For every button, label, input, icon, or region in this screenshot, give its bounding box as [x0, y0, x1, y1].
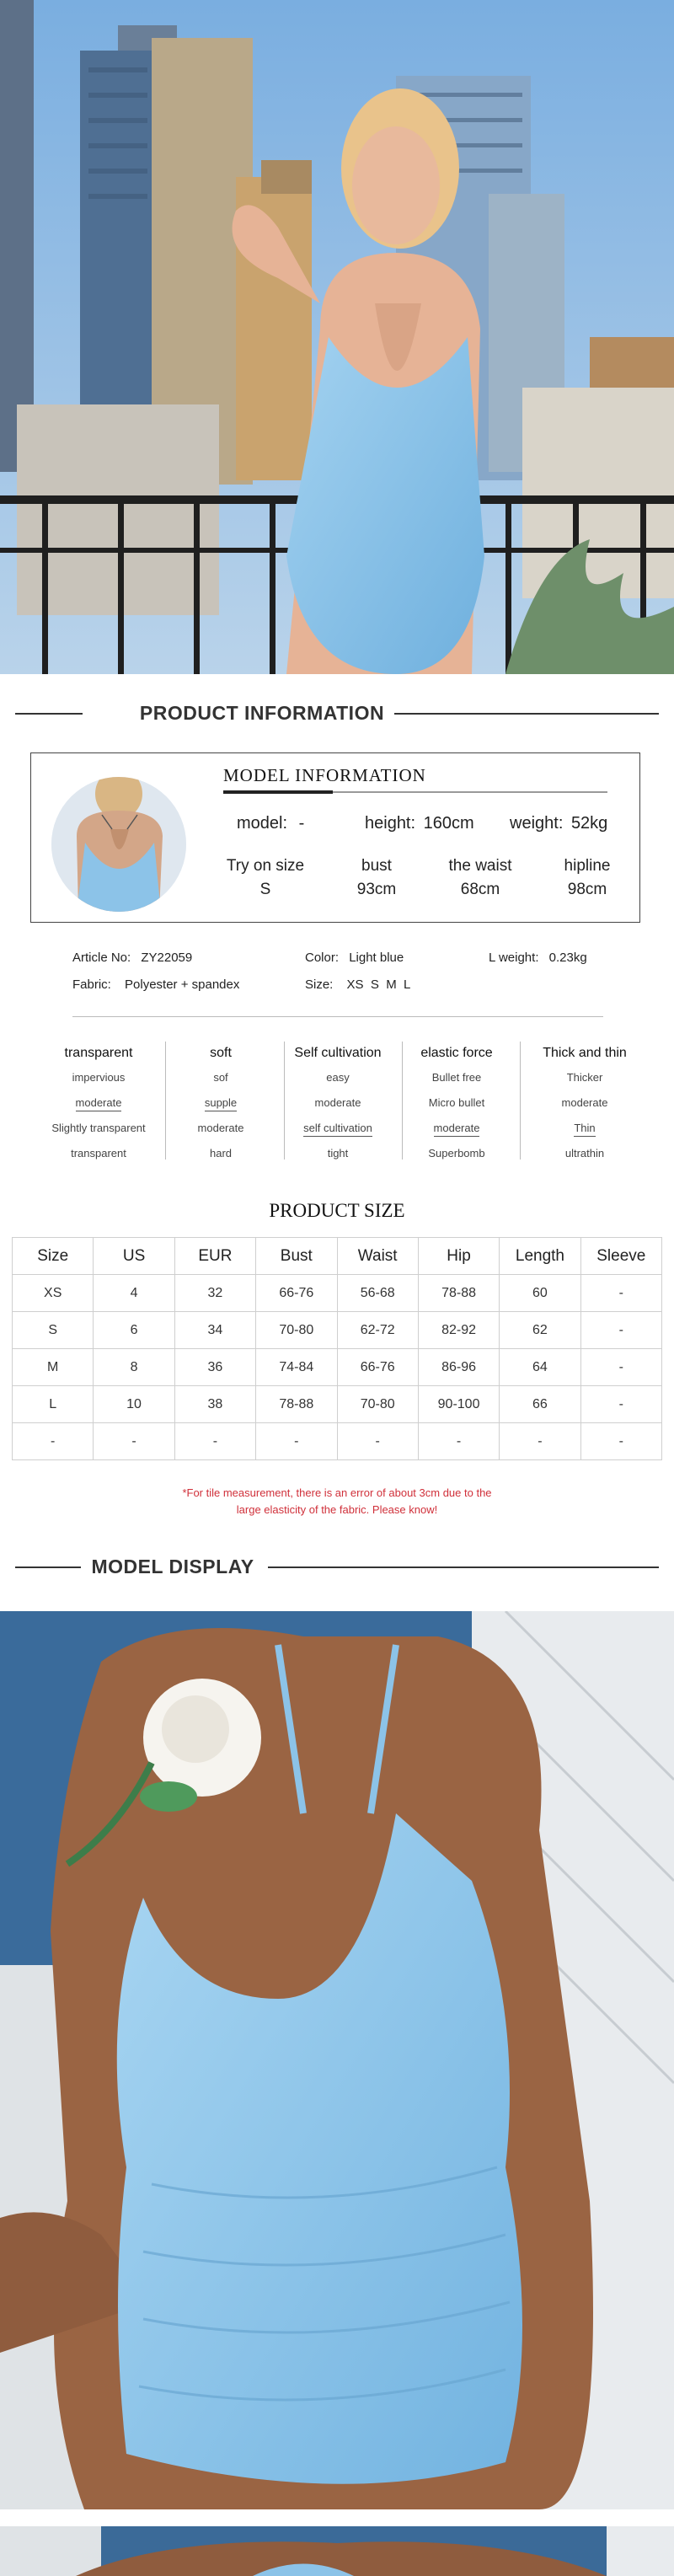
height-label: height:: [365, 814, 416, 833]
height-field: [365, 814, 474, 833]
table-cell: 66-76: [256, 1275, 337, 1312]
table-row: [13, 1423, 662, 1460]
color-label: Color:: [305, 951, 340, 965]
table-cell: 70-80: [256, 1312, 337, 1349]
table-cell: S: [13, 1312, 94, 1349]
heading-rule-left: [15, 713, 83, 715]
table-cell: 4: [94, 1275, 174, 1312]
col-header: EUR: [174, 1238, 255, 1275]
attr-value-text: Micro bullet: [428, 1096, 485, 1109]
article-value: ZY22059: [141, 951, 193, 965]
table-cell: -: [256, 1423, 337, 1460]
table-cell: 78-88: [418, 1275, 499, 1312]
attr-value: [530, 1065, 639, 1090]
attr-value-selected: [283, 1116, 393, 1141]
table-cell: -: [580, 1349, 661, 1386]
try-on-size-cell: [215, 854, 316, 902]
model-display-heading: [0, 1550, 674, 1583]
model-label: model:: [237, 814, 288, 833]
hipline-value: 98cm: [567, 881, 607, 898]
color-value: Light blue: [349, 951, 404, 965]
model-field: [237, 814, 304, 833]
weight-spec-value: 0.23kg: [548, 951, 587, 965]
attr-value-selected: [402, 1116, 511, 1141]
table-cell: 86-96: [418, 1349, 499, 1386]
weight-value: 52kg: [570, 814, 608, 833]
table-cell: 34: [174, 1312, 255, 1349]
hero-photo: [0, 0, 674, 674]
model-information-box: [30, 752, 640, 923]
model-value: -: [298, 814, 305, 833]
color-spec: [305, 951, 404, 965]
attr-value-text: Bullet free: [431, 1071, 482, 1084]
waist-label: the waist: [448, 857, 512, 875]
spec-divider: [72, 1016, 603, 1017]
table-cell: 74-84: [256, 1349, 337, 1386]
col-header: US: [94, 1238, 174, 1275]
attr-value-text: Superbomb: [428, 1147, 485, 1159]
article-number: [72, 951, 192, 965]
table-row: [13, 1275, 662, 1312]
col-header: Sleeve: [580, 1238, 661, 1275]
size-table: [12, 1237, 662, 1460]
size-value: XS S M L: [346, 977, 411, 992]
attr-value: [166, 1141, 275, 1166]
table-cell: -: [580, 1386, 661, 1423]
try-on-size-label: Try on size: [226, 857, 305, 875]
attr-value-selected: [44, 1090, 153, 1116]
attr-value-text: moderate: [314, 1096, 361, 1109]
col-header: Hip: [418, 1238, 499, 1275]
attr-col-soft: [166, 1042, 275, 1166]
table-cell: M: [13, 1349, 94, 1386]
attr-value-text: moderate: [197, 1122, 244, 1134]
attr-value-text: moderate: [434, 1122, 480, 1137]
attr-value-text: tight: [327, 1147, 349, 1159]
attr-value: [402, 1090, 511, 1116]
col-header: Bust: [256, 1238, 337, 1275]
col-header: Waist: [337, 1238, 418, 1275]
table-cell: L: [13, 1386, 94, 1423]
attr-value-text: easy: [326, 1071, 350, 1084]
table-row: [13, 1312, 662, 1349]
attr-value: [530, 1141, 639, 1166]
attr-value: [402, 1065, 511, 1090]
attr-value-text: hard: [209, 1147, 233, 1159]
attr-value: [166, 1065, 275, 1090]
table-cell: 36: [174, 1349, 255, 1386]
waist-cell: [425, 854, 535, 902]
attr-value: [530, 1090, 639, 1116]
table-cell: 66-76: [337, 1349, 418, 1386]
weight-spec: [489, 951, 587, 965]
table-cell: 78-88: [256, 1386, 337, 1423]
attr-header: transparent: [64, 1046, 133, 1060]
attr-value-text: moderate: [76, 1096, 122, 1111]
table-cell: -: [580, 1423, 661, 1460]
weight-spec-label: L weight:: [489, 951, 539, 965]
attr-value: [44, 1116, 153, 1141]
model-display-photo: [0, 1611, 674, 2509]
attr-value: [44, 1065, 153, 1090]
table-cell: -: [418, 1423, 499, 1460]
attr-value: [402, 1141, 511, 1166]
col-header: Length: [500, 1238, 580, 1275]
attr-col-elastic-force: [402, 1042, 511, 1166]
attr-value-text: transparent: [71, 1147, 126, 1159]
table-cell: 38: [174, 1386, 255, 1423]
table-cell: 60: [500, 1275, 580, 1312]
attr-value-text: impervious: [72, 1071, 126, 1084]
attr-value: [283, 1090, 393, 1116]
weight-label: weight:: [510, 814, 564, 833]
fabric-value: Polyester + spandex: [125, 977, 240, 992]
table-cell: 82-92: [418, 1312, 499, 1349]
attr-value: [166, 1116, 275, 1141]
waist-value: 68cm: [460, 881, 500, 898]
hipline-cell: [537, 854, 638, 902]
heading-rule-left: [15, 1566, 83, 1568]
table-cell: 10: [94, 1386, 174, 1423]
attr-value-text: supple: [205, 1096, 237, 1111]
attr-value-text: sof: [213, 1071, 228, 1084]
attr-separator: [520, 1042, 521, 1159]
section-title: MODEL DISPLAY: [81, 1556, 264, 1578]
table-cell: 70-80: [337, 1386, 418, 1423]
product-size-title: PRODUCT SIZE: [269, 1200, 405, 1221]
size-label: Size:: [305, 977, 334, 992]
table-cell: 8: [94, 1349, 174, 1386]
table-cell: 56-68: [337, 1275, 418, 1312]
weight-field: [510, 814, 607, 833]
attr-col-transparent: [44, 1042, 153, 1166]
attr-col-thickness: [530, 1042, 639, 1166]
table-cell: -: [500, 1423, 580, 1460]
table-cell: -: [94, 1423, 174, 1460]
height-value: 160cm: [423, 814, 474, 833]
note-line: large elasticity of the fabric. Please know!: [236, 1503, 438, 1516]
attr-value-text: ultrathin: [564, 1147, 605, 1159]
heading-rule-right: [268, 1566, 659, 1568]
bust-label: bust: [361, 857, 392, 875]
table-cell: 64: [500, 1349, 580, 1386]
col-header: Size: [13, 1238, 94, 1275]
table-cell: 62-72: [337, 1312, 418, 1349]
table-header-row: [13, 1238, 662, 1275]
attr-value-text: self cultivation: [303, 1122, 372, 1137]
attr-value: [44, 1141, 153, 1166]
attr-value: [283, 1065, 393, 1090]
table-cell: 6: [94, 1312, 174, 1349]
note-line: *For tile measurement, there is an error of about 3cm due to the: [182, 1486, 492, 1499]
attr-value-text: Thicker: [566, 1071, 603, 1084]
model-info-title: MODEL INFORMATION: [223, 765, 426, 785]
product-information-heading: [0, 696, 674, 730]
table-cell: XS: [13, 1275, 94, 1312]
fabric-label: Fabric:: [72, 977, 111, 992]
attr-header: soft: [210, 1046, 232, 1060]
attr-value-text: moderate: [561, 1096, 608, 1109]
table-row: [13, 1349, 662, 1386]
attr-value-selected: [166, 1090, 275, 1116]
table-cell: -: [13, 1423, 94, 1460]
attr-header: Self cultivation: [294, 1046, 382, 1060]
table-row: [13, 1386, 662, 1423]
table-cell: 66: [500, 1386, 580, 1423]
table-cell: -: [174, 1423, 255, 1460]
attr-col-self-cultivation: [283, 1042, 393, 1166]
attr-value-selected: [530, 1116, 639, 1141]
model-info-rule-accent: [223, 790, 333, 794]
table-cell: 32: [174, 1275, 255, 1312]
size-spec: [305, 977, 410, 992]
article-label: Article No:: [72, 951, 131, 965]
bust-value: 93cm: [356, 881, 397, 898]
measurement-note: [0, 1485, 674, 1518]
fabric-spec: [72, 977, 239, 992]
table-cell: -: [337, 1423, 418, 1460]
attr-value: [283, 1141, 393, 1166]
attr-value-text: Thin: [574, 1122, 595, 1137]
table-cell: -: [580, 1312, 661, 1349]
attr-header: elastic force: [420, 1046, 493, 1060]
section-title: PRODUCT INFORMATION: [130, 702, 394, 725]
hipline-label: hipline: [564, 857, 611, 875]
table-cell: 90-100: [418, 1386, 499, 1423]
table-cell: 62: [500, 1312, 580, 1349]
bust-cell: [326, 854, 427, 902]
table-cell: -: [580, 1275, 661, 1312]
attr-value-text: Slightly transparent: [51, 1122, 146, 1134]
try-on-size-value: S: [259, 881, 271, 898]
attr-header: Thick and thin: [543, 1046, 627, 1060]
model-display-photo-2: [0, 2526, 674, 2576]
model-avatar: [51, 777, 186, 912]
